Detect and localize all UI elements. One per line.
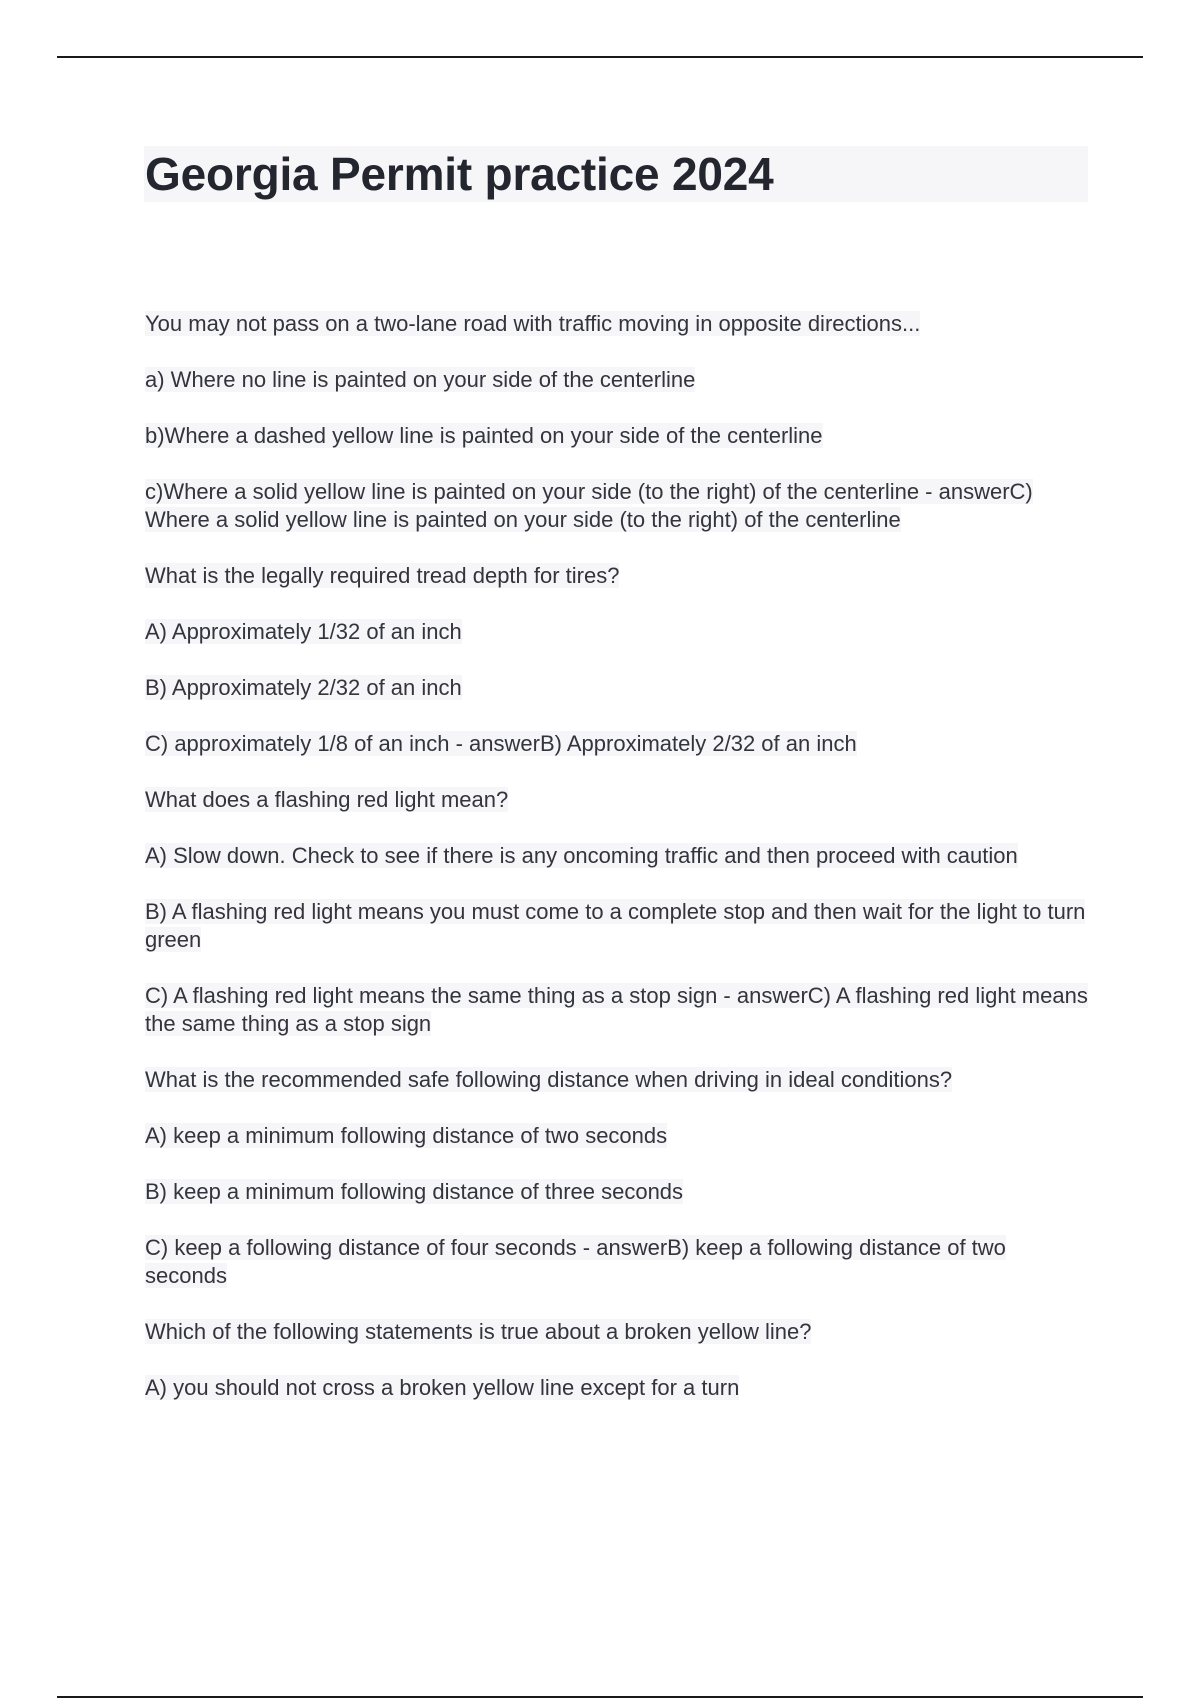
question-3-option-c-answer: C) A flashing red light means the same thing as a stop sign - answerC) A flashing red light means the same thing as a stop sign bbox=[145, 983, 1088, 1036]
question-1-option-a: a) Where no line is painted on your side of the centerline bbox=[145, 367, 696, 392]
question-3-option-a: A) Slow down. Check to see if there is any oncoming traffic and then proceed with caution bbox=[145, 843, 1018, 868]
question-2-option-a: A) Approximately 1/32 of an inch bbox=[145, 619, 462, 644]
question-1-option-c-answer: c)Where a solid yellow line is painted on your side (to the right) of the centerline - answerC) Where a solid yellow line is painted on your side (to the right) of the centerline bbox=[145, 479, 1033, 532]
bottom-rule bbox=[57, 1696, 1143, 1698]
question-4-option-c-answer: C) keep a following distance of four seconds - answerB) keep a following distance of two seconds bbox=[145, 1235, 1006, 1288]
question-2-option-c-answer: C) approximately 1/8 of an inch - answerB) Approximately 2/32 of an inch bbox=[145, 731, 857, 756]
question-4-option-a: A) keep a minimum following distance of two seconds bbox=[145, 1123, 668, 1148]
document-body bbox=[145, 310, 1090, 1430]
question-2-option-b: B) Approximately 2/32 of an inch bbox=[145, 675, 462, 700]
top-rule bbox=[57, 56, 1143, 58]
question-5: Which of the following statements is true about a broken yellow line? bbox=[145, 1319, 812, 1344]
question-3: What does a flashing red light mean? bbox=[145, 787, 509, 812]
question-1: You may not pass on a two-lane road with traffic moving in opposite directions... bbox=[145, 311, 921, 336]
question-2: What is the legally required tread depth for tires? bbox=[145, 563, 620, 588]
question-5-option-a: A) you should not cross a broken yellow line except for a turn bbox=[145, 1375, 740, 1400]
page-title: Georgia Permit practice 2024 bbox=[145, 148, 774, 200]
question-1-option-b: b)Where a dashed yellow line is painted on your side of the centerline bbox=[145, 423, 823, 448]
question-4: What is the recommended safe following distance when driving in ideal conditions? bbox=[145, 1067, 953, 1092]
question-3-option-b: B) A flashing red light means you must come to a complete stop and then wait for the light to turn green bbox=[145, 899, 1086, 952]
question-4-option-b: B) keep a minimum following distance of three seconds bbox=[145, 1179, 684, 1204]
